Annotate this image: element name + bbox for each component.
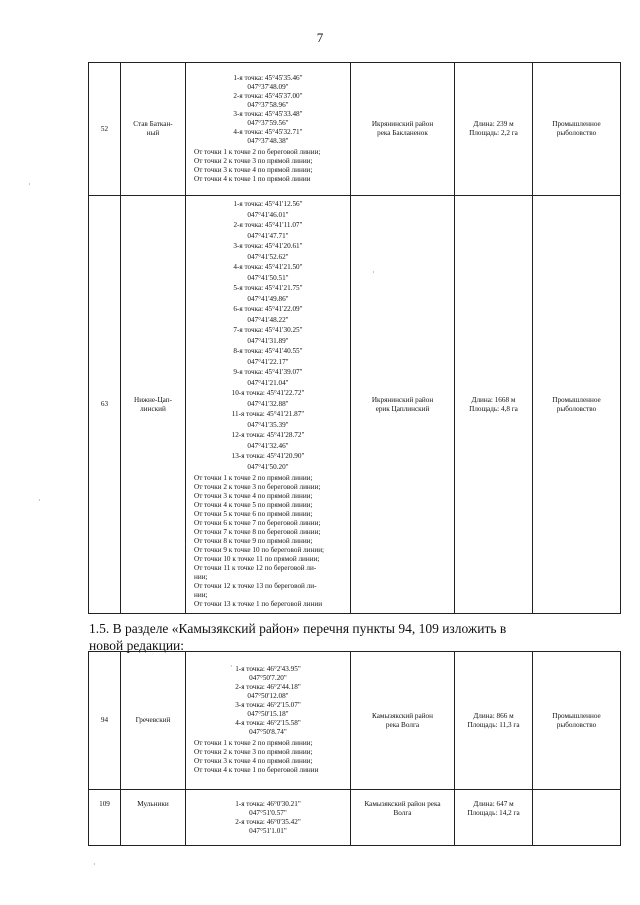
scan-speck: · <box>38 496 41 505</box>
site-name: Мульники <box>121 790 186 846</box>
row-number: 94 <box>89 652 121 790</box>
boundary-description: От точки 1 к точке 2 по береговой линии; От точки 2 к точке 3 по прямой линии; От точки 3 к точке 4 по прямой линии; От точки 4 к точке 1 по прямой линии <box>194 147 321 183</box>
boundary-description: От точки 1 к точке 2 по прямой линии; От точки 2 к точке 3 по береговой линии; От точки 3 к точке 4 по прямой линии; От точки 4 к точке 5 по прямой линии; От точки 5 к точке 6 по прямой линии; От точки 6 к точке 7 по береговой линии; От точки 7 к точке 8 по береговой линии; От точки 8 к точке 9 по прямой линии; От точки 9 к точке 10 по береговой линии; От точки 10 к точке 11 по прямой линии; От точки 11 к точке 12 по береговой ли- нии; От точки 12 к точке 13 по береговой ли- нии; От точки 13 к точке 1 по береговой линии <box>194 474 325 608</box>
scan-speck: · <box>184 540 187 549</box>
usage-type: Промышленное рыболовство <box>533 652 621 790</box>
scan-speck: · <box>93 860 96 869</box>
scan-speck: · <box>230 662 233 671</box>
point-coordinates: 1-я точка: 45°45'35.46" 047°37'48.09" 2-я точка: 45°45'37.00" 047°37'58.96" 3-я точка: 45°45'33.48" 047°37'59.56" 4-я точка: 45°45'32.71" 047°37'48.38" <box>233 73 303 145</box>
scan-speck: · <box>28 180 31 189</box>
location: Икрянинский район река Бакланенок <box>351 63 455 196</box>
coordinates-table-1 <box>88 62 621 614</box>
point-coordinates: 1-я точка: 46°2'43.95" 047°50'7.20" 2-я точка: 46°2'44.18" 047°50'12.08" 3-я точка: 46°2'15.07" 047°50'15.18" 4-я точка: 46°2'15.58" 047°50'8.74" <box>235 665 301 736</box>
coordinates-cell <box>186 790 351 846</box>
boundary-description: От точки 1 к точке 2 по прямой линии; От точки 2 к точке 3 по прямой линии; От точки 3 к точке 4 по прямой линии; От точки 4 к точке 1 по береговой линии <box>194 739 319 774</box>
usage-type <box>533 790 621 846</box>
site-name: Гречевский <box>121 652 186 790</box>
table-row <box>89 196 621 614</box>
size: Длина: 1668 м Площадь: 4,8 га <box>455 196 533 614</box>
coordinates-cell <box>186 63 351 196</box>
boundary-description <box>186 838 350 841</box>
size: Длина: 866 м Площадь: 11,3 га <box>455 652 533 790</box>
point-coordinates: 1-я точка: 45°41'12.56" 047°41'46.01" 2-я точка: 45°41'11.07" 047°41'47.71" 3-я точка: 45°41'20.61" 047°41'52.62" 4-я точка: 45°41'21.50" 047°41'50.51" 5-я точка: 45°41'21.75" 047°41'49.86" 6-я точка: 45°41'22.09" 047°41'48.22" 7-я точка: 45°41'30.25" 047°41'31.89" 8-я точка: 45°41'40.55" 047°41'22.17" 9-я точка: 45°41'39.07" 047°41'21.04" 10-я точка: 45°41'22.72" 047°41'32.88" 11-я точка: 45°41'21.87" 047°41'35.39" 12-я точка: 45°41'28.72" 047°41'32.46" 13-я точка: 45°41'20.90" 047°41'50.20" <box>231 200 305 471</box>
location: Камызякский район река Волга <box>351 652 455 790</box>
scan-speck: · <box>372 268 375 277</box>
usage-type: Промышленное рыболовство <box>533 196 621 614</box>
row-number: 52 <box>89 63 121 196</box>
row-number: 109 <box>89 790 121 846</box>
table-row <box>89 652 621 790</box>
table-row <box>89 63 621 196</box>
location: Икрянинский район ерик Цаплинский <box>351 196 455 614</box>
coordinates-cell <box>186 196 351 614</box>
coordinates-cell <box>186 652 351 790</box>
location: Камызякский район река Волга <box>351 790 455 846</box>
point-coordinates: 1-я точка: 46°0'30.21" 047°51'0.57" 2-я точка: 46°0'35.42" 047°51'1.01" <box>235 800 301 835</box>
amendment-paragraph <box>89 620 619 654</box>
site-name: Став Баткан- ный <box>121 63 186 196</box>
usage-type: Промышленное рыболовство <box>533 63 621 196</box>
size: Длина: 239 м Площадь: 2,2 га <box>455 63 533 196</box>
size: Длина: 647 м Площадь: 14,2 га <box>455 790 533 846</box>
page-number: 7 <box>316 30 324 45</box>
row-number: 63 <box>89 196 121 614</box>
coordinates-table-2 <box>88 651 621 846</box>
site-name: Нижне-Цап- линский <box>121 196 186 614</box>
table-row <box>89 790 621 846</box>
paragraph-line: новой редакции: <box>89 638 185 653</box>
paragraph-line: 1.5. В разделе «Камызякский район» перечня пункты 94, 109 изложить в <box>89 621 507 636</box>
